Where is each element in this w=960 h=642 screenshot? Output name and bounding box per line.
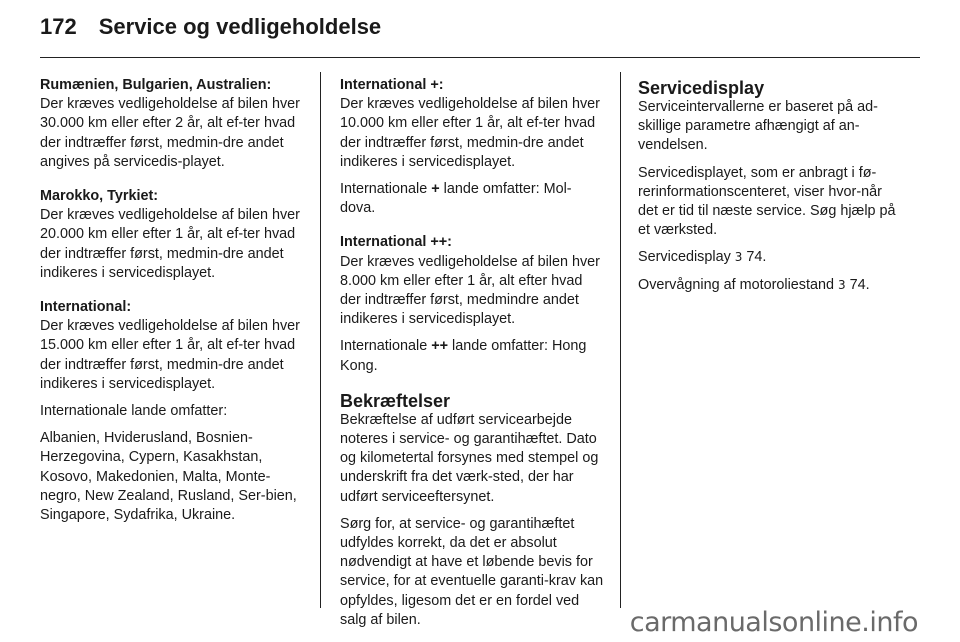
page-reference-icon: 3: [734, 250, 743, 265]
subheading: International:: [40, 299, 132, 316]
section-heading: Servicedisplay: [638, 78, 765, 98]
subheading: Marokko, Tyrkiet:: [40, 188, 159, 205]
column-divider-left: [320, 72, 321, 608]
watermark: carmanualsonline.info: [629, 607, 918, 638]
paragraph: Der kræves vedligeholdelse af bilen hver 8.000 km eller efter 1 år, alt efter hvad der indtræffer først, medmindre andet indikeres i servicedisplayet.: [340, 253, 600, 328]
page-title: Service og vedligeholdelse: [98, 14, 382, 39]
cross-reference-servicedisplay[interactable]: Servicedisplay 3 74.: [638, 249, 767, 266]
column-right: [638, 76, 902, 295]
paragraph: Sørg for, at service- og garantihæftet udfyldes korrekt, da det er absolut nødvendigt at have et løbende bevis for service, for at eventuelle garanti-krav kan opfyldes, ligesom det er en fordel ved salg af bilen.: [340, 515, 604, 628]
section-morocco: [40, 187, 302, 283]
subheading: Rumænien, Bulgarien, Australien:: [40, 77, 272, 93]
paragraph: Internationale + lande omfatter: Mol-dova.: [340, 181, 572, 217]
section-international-plus: [340, 76, 604, 218]
header-rule: [40, 57, 920, 58]
paragraph: Der kræves vedligeholdelse af bilen hver 20.000 km eller efter 1 år, alt ef-ter hvad der indtræffer først, medmin-dre andet indikeres i servicedisplayet.: [40, 207, 300, 281]
subheading: International ++:: [340, 234, 452, 251]
column-divider-right: [620, 72, 621, 608]
paragraph: Der kræves vedligeholdelse af bilen hver 30.000 km eller efter 2 år, alt ef-ter hvad der indtræffer først, medmin-dre andet angives på servicedis-playet.: [40, 96, 300, 170]
column-middle: [340, 76, 604, 630]
page-reference-icon: 3: [837, 277, 846, 292]
section-bekraeftelser: [340, 391, 604, 630]
paragraph: Albanien, Hviderusland, Bosnien-Herzegovina, Cypern, Kasakhstan, Kosovo, Makedonien, Malta, Monte-negro, New Zealand, Rusland, Ser-bien, Singapore, Sydafrika, Ukraine.: [40, 430, 297, 524]
page-header: [40, 14, 381, 40]
cross-reference-oil-level[interactable]: Overvågning af motoroliestand 3 74.: [638, 276, 870, 293]
paragraph: Bekræftelse af udført servicearbejde noteres i service- og garantihæftet. Dato og kilometertal forsynes med stempel og underskrift fra det værk-sted, der har udført serviceeftersynet.: [340, 411, 599, 505]
paragraph: Internationale ++ lande omfatter: Hong Kong.: [340, 338, 587, 374]
paragraph: Internationale lande omfatter:: [40, 403, 228, 420]
section-heading: Bekræftelser: [340, 390, 451, 411]
subheading: International +:: [340, 77, 444, 93]
page-number: 172: [40, 14, 77, 39]
paragraph: Servicedisplayet, som er anbragt i fø-rerinformationscenteret, viser hvor-når det er tid til næste service. Søg hjælp på et værksted.: [638, 164, 896, 239]
paragraph: Der kræves vedligeholdelse af bilen hver 10.000 km eller efter 1 år, alt ef-ter hvad der indtræffer først, medmin-dre andet indikeres i servicedisplayet.: [340, 96, 600, 170]
section-international-plus-plus: [340, 233, 604, 375]
section-international: [40, 298, 302, 525]
section-romania: [40, 76, 302, 172]
paragraph: Serviceintervallerne er baseret på ad-skillige parametre afhængigt af an-vendelsen.: [638, 99, 878, 154]
paragraph: Der kræves vedligeholdelse af bilen hver 15.000 km eller efter 1 år, alt ef-ter hvad der indtræffer først, medmin-dre andet indikeres i servicedisplayet.: [40, 318, 300, 392]
column-left: [40, 76, 302, 525]
